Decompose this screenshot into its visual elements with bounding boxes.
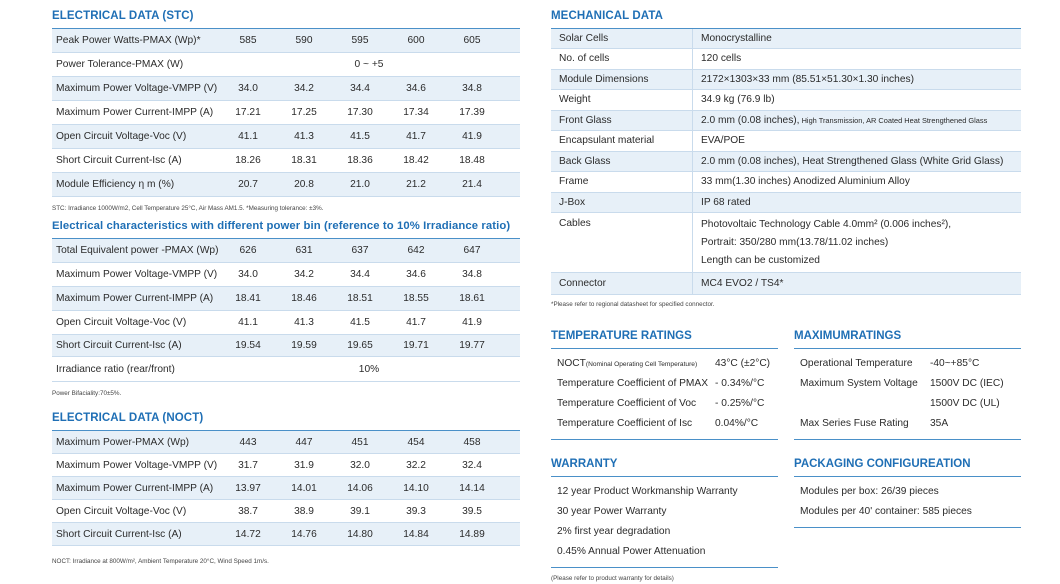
maxr-title: MAXIMUMRATINGS xyxy=(794,330,902,342)
cell-value: 32.0 xyxy=(350,459,370,471)
row-value: 0 ~ +5 xyxy=(354,59,384,70)
table-row xyxy=(52,173,520,197)
cell-value: 41.1 xyxy=(238,317,258,328)
rating-label-text: Operational Temperature xyxy=(800,357,913,369)
cell-value: 32.2 xyxy=(406,459,426,471)
cell-value: 19.65 xyxy=(347,340,373,351)
table-row xyxy=(551,152,1021,173)
row-label: Solar Cells xyxy=(551,29,693,48)
table-row xyxy=(52,287,520,311)
cell-value: 34.2 xyxy=(294,269,314,280)
cell-value: 14.84 xyxy=(403,528,429,540)
cell-value: 451 xyxy=(351,436,369,448)
cell-value: 458 xyxy=(463,436,481,448)
row-value xyxy=(693,115,1021,126)
row-label: Maximum Power Voltage-VMPP (V) xyxy=(56,83,218,94)
row-label: Module Dimensions xyxy=(551,70,693,90)
row-value: 10% xyxy=(358,363,380,375)
cell-value: 14.76 xyxy=(291,528,317,540)
row-label: Maximum Power Voltage-VMPP (V) xyxy=(56,459,218,471)
rating-row xyxy=(794,373,1021,393)
cell-value: 18.31 xyxy=(291,155,317,166)
cell-value: 39.1 xyxy=(350,505,370,517)
list-item: Modules per 40' container: 585 pieces xyxy=(800,505,972,517)
rating-label xyxy=(551,418,715,429)
cell-value: 34.6 xyxy=(406,83,426,94)
rating-label-detail: (Nominal Operating Cell Temperature) xyxy=(585,360,698,368)
rating-label-text: Temperature Coefficient of Isc xyxy=(557,417,693,429)
cell-value: 454 xyxy=(407,436,425,448)
cell-value: 14.72 xyxy=(235,528,261,540)
cell-value: 17.21 xyxy=(235,107,261,118)
row-value xyxy=(693,74,1021,85)
value-main: 2172×1303×33 mm (85.51×51.30×1.30 inches) xyxy=(701,73,914,85)
row-label: Front Glass xyxy=(551,111,693,131)
table-row xyxy=(551,172,1021,193)
table-row xyxy=(52,149,520,173)
stc-note: STC: Irradiance 1000W/m2, Cell Temperature 25°C, Air Mass AM1.5. *Measuring tolerance: ±3%. xyxy=(52,205,324,212)
rating-label xyxy=(794,418,930,429)
row-value xyxy=(693,278,1021,289)
row-value xyxy=(693,135,1021,146)
cell-value: 642 xyxy=(407,245,425,256)
cell-value: 17.25 xyxy=(291,107,317,118)
rating-row xyxy=(794,413,1021,433)
table-row xyxy=(52,101,520,125)
row-value xyxy=(693,156,1021,167)
table-row xyxy=(52,454,520,477)
cell-value: 19.54 xyxy=(235,340,261,351)
row-value xyxy=(693,33,1021,44)
list-item: 0.45% Annual Power Attenuation xyxy=(557,545,706,557)
table-row xyxy=(551,273,1021,295)
row-label: Open Circuit Voltage-Voc (V) xyxy=(56,131,187,142)
row-value xyxy=(693,176,1021,187)
value-main: 34.9 kg (76.9 lb) xyxy=(701,94,775,106)
value-main: MC4 EVO2 / TS4* xyxy=(701,278,784,289)
row-label: Open Circuit Voltage-Voc (V) xyxy=(56,317,187,328)
cell-value: 21.2 xyxy=(406,179,426,190)
table-row xyxy=(52,335,520,357)
row-label: Maximum Power Current-IMPP (A) xyxy=(56,107,214,118)
temp-title: TEMPERATURE RATINGS xyxy=(551,330,692,342)
rating-row xyxy=(794,353,1021,373)
value-detail: High Transmission, AR Coated Heat Strengthened Glass xyxy=(799,115,988,125)
rating-value: -40~+85°C xyxy=(930,357,980,369)
cell-value: 590 xyxy=(295,35,313,46)
mech-table xyxy=(551,29,1021,295)
table-row xyxy=(551,193,1021,214)
cell-value: 32.4 xyxy=(462,459,482,471)
row-label: Module Efficiency η m (%) xyxy=(56,179,175,190)
cell-value: 38.9 xyxy=(294,505,314,517)
table-row xyxy=(551,29,1021,49)
table-row xyxy=(52,53,520,77)
warranty-title: WARRANTY xyxy=(551,458,618,470)
bin-table xyxy=(52,239,520,382)
row-label: Connector xyxy=(551,273,693,294)
table-row xyxy=(52,431,520,454)
cell-value: 41.7 xyxy=(406,317,426,328)
cell-value: 14.89 xyxy=(459,528,485,540)
table-row xyxy=(52,263,520,287)
cell-value: 18.41 xyxy=(235,293,261,304)
cell-value: 18.48 xyxy=(459,155,485,166)
cell-value: 19.59 xyxy=(291,340,317,351)
cell-value: 17.30 xyxy=(347,107,373,118)
table-row xyxy=(551,70,1021,91)
row-label: Cables xyxy=(551,213,693,272)
cell-value: 18.46 xyxy=(291,293,317,304)
rating-value: 1500V DC (IEC) xyxy=(930,377,1004,389)
table-row xyxy=(52,500,520,523)
stc-title: ELECTRICAL DATA (STC) xyxy=(52,10,194,22)
cell-value: 631 xyxy=(295,245,313,256)
cell-value: 19.71 xyxy=(403,340,429,351)
cell-value: 20.8 xyxy=(294,179,314,190)
value-main: IP 68 rated xyxy=(701,196,751,208)
rating-value: 35A xyxy=(930,417,949,429)
cell-value: 34.8 xyxy=(462,269,482,280)
rating-row xyxy=(551,393,778,413)
row-label: Maximum Power Current-IMPP (A) xyxy=(56,482,214,494)
packaging-title: PACKAGING CONFIGUREATION xyxy=(794,458,971,470)
rating-label xyxy=(551,358,715,369)
cell-value: 17.39 xyxy=(459,107,485,118)
cell-value: 41.1 xyxy=(238,131,258,142)
cell-value: 637 xyxy=(351,245,369,256)
value-main: 33 mm(1.30 inches) Anodized Aluminium Alloy xyxy=(701,176,910,188)
rating-label xyxy=(794,358,930,369)
cell-value: 19.77 xyxy=(459,340,485,351)
cell-value: 18.26 xyxy=(235,155,261,166)
row-label: Maximum Power-PMAX (Wp) xyxy=(56,436,190,448)
table-row xyxy=(52,311,520,335)
warranty-note: (Please refer to product warranty for details) xyxy=(551,575,674,582)
rating-label-text: Temperature Coefficient of Voc xyxy=(557,397,697,409)
row-label: Maximum Power Voltage-VMPP (V) xyxy=(56,269,218,280)
rating-row xyxy=(551,373,778,393)
cell-value: 41.3 xyxy=(294,131,314,142)
value-main: Monocrystalline xyxy=(701,33,772,44)
cell-value: 41.3 xyxy=(294,317,314,328)
bin-title: Electrical characteristics with different power bin (reference to 10% Irradiance ratio) xyxy=(52,220,511,232)
cell-value: 595 xyxy=(351,35,369,46)
row-label: Back Glass xyxy=(551,152,693,172)
cell-value: 41.9 xyxy=(462,317,482,328)
value-main: 2.0 mm (0.08 inches), Heat Strengthened Glass (White Grid Glass) xyxy=(701,155,1004,167)
rating-label-text: NOCT xyxy=(557,357,586,369)
rating-value: 43°C (±2°C) xyxy=(715,357,771,369)
list-item: 2% first year degradation xyxy=(557,525,671,537)
row-value xyxy=(693,216,1021,270)
cell-value: 41.9 xyxy=(462,131,482,142)
table-row xyxy=(52,357,520,382)
rating-value: 0.04%/°C xyxy=(715,417,759,429)
row-label: No. of cells xyxy=(551,49,693,69)
table-row xyxy=(551,213,1021,273)
row-label: Total Equivalent power -PMAX (Wp) xyxy=(56,245,219,256)
list-item: 12 year Product Workmanship Warranty xyxy=(557,485,738,497)
table-row xyxy=(551,111,1021,132)
value-main: 2.0 mm (0.08 inches), xyxy=(701,114,800,126)
table-row xyxy=(551,49,1021,70)
cell-value: 34.4 xyxy=(350,269,370,280)
cell-value: 18.55 xyxy=(403,293,429,304)
cell-value: 34.8 xyxy=(462,83,482,94)
value-line: Length can be customized xyxy=(701,254,820,266)
row-label: Weight xyxy=(551,90,693,110)
row-value xyxy=(693,53,1021,64)
cell-value: 20.7 xyxy=(238,179,258,190)
cell-value: 17.34 xyxy=(403,107,429,118)
table-row xyxy=(52,77,520,101)
cell-value: 31.7 xyxy=(238,459,258,471)
cell-value: 18.61 xyxy=(459,293,485,304)
table-row xyxy=(551,131,1021,152)
noct-table xyxy=(52,431,520,546)
row-label: Frame xyxy=(551,172,693,192)
cell-value: 34.6 xyxy=(406,269,426,280)
row-label: Power Tolerance-PMAX (W) xyxy=(56,59,184,70)
table-row xyxy=(551,90,1021,111)
cell-value: 39.3 xyxy=(406,505,426,517)
table-row xyxy=(52,523,520,546)
cell-value: 34.4 xyxy=(350,83,370,94)
row-label: Short Circuit Current-Isc (A) xyxy=(56,528,182,540)
cell-value: 14.80 xyxy=(347,528,373,540)
cell-value: 647 xyxy=(463,245,481,256)
row-label: J-Box xyxy=(551,193,693,213)
rating-label xyxy=(794,378,930,389)
bin-note: Power Bifaciality:70±5%. xyxy=(52,390,122,397)
cell-value: 21.0 xyxy=(350,179,370,190)
row-label: Short Circuit Current-Isc (A) xyxy=(56,340,182,351)
value-line: Photovoltaic Technology Cable 4.0mm² (0.006 inches²), xyxy=(701,218,952,230)
value-line: Portrait: 350/280 mm(13.78/11.02 inches) xyxy=(701,236,889,248)
cell-value: 41.7 xyxy=(406,131,426,142)
cell-value: 38.7 xyxy=(238,505,258,517)
row-label: Irradiance ratio (rear/front) xyxy=(56,363,175,375)
cell-value: 34.2 xyxy=(294,83,314,94)
rating-label-text: Max Series Fuse Rating xyxy=(800,417,909,429)
cell-value: 18.36 xyxy=(347,155,373,166)
cell-value: 14.10 xyxy=(403,482,429,494)
rating-label xyxy=(551,378,715,389)
value-main: EVA/POE xyxy=(701,135,745,147)
row-label: Maximum Power Current-IMPP (A) xyxy=(56,293,214,304)
cell-value: 21.4 xyxy=(462,179,482,190)
maxr-table xyxy=(794,349,1021,433)
cell-value: 605 xyxy=(463,35,481,46)
cell-value: 34.0 xyxy=(238,269,258,280)
table-row xyxy=(52,239,520,263)
cell-value: 600 xyxy=(407,35,425,46)
noct-note: NOCT: Irradiance at 800W/m², Ambient Temperature 20°C, Wind Speed 1m/s. xyxy=(52,558,269,565)
mech-title: MECHANICAL DATA xyxy=(551,10,664,22)
rating-label-text: Temperature Coefficient of PMAX xyxy=(557,377,708,389)
stc-table xyxy=(52,29,520,197)
rating-row xyxy=(551,353,778,373)
table-row xyxy=(52,29,520,53)
cell-value: 443 xyxy=(239,436,257,448)
cell-value: 447 xyxy=(295,436,313,448)
cell-value: 14.14 xyxy=(459,482,485,494)
cell-value: 585 xyxy=(239,35,257,46)
row-label: Peak Power Watts-PMAX (Wp)* xyxy=(56,35,201,46)
row-value xyxy=(693,94,1021,105)
row-value xyxy=(693,197,1021,208)
packaging-list xyxy=(794,477,1021,521)
cell-value: 39.5 xyxy=(462,505,482,517)
list-item: Modules per box: 26/39 pieces xyxy=(800,485,939,497)
value-main: 120 cells xyxy=(701,53,742,65)
mech-note: *Please refer to regional datasheet for specified connector. xyxy=(551,301,715,308)
table-row xyxy=(52,125,520,149)
cell-value: 31.9 xyxy=(294,459,314,471)
table-row xyxy=(52,477,520,500)
cell-value: 14.01 xyxy=(291,482,317,494)
temp-table xyxy=(551,349,778,433)
rating-label-text: Maximum System Voltage xyxy=(800,377,918,389)
cell-value: 626 xyxy=(239,245,257,256)
rating-row xyxy=(551,413,778,433)
rating-row xyxy=(794,393,1021,413)
cell-value: 18.42 xyxy=(403,155,429,166)
rating-value: - 0.34%/°C xyxy=(715,377,765,389)
cell-value: 41.5 xyxy=(350,131,370,142)
rating-value: - 0.25%/°C xyxy=(715,397,765,409)
cell-value: 34.0 xyxy=(238,83,258,94)
cell-value: 18.51 xyxy=(347,293,373,304)
rating-value: 1500V DC (UL) xyxy=(930,397,1000,409)
row-label: Encapsulant material xyxy=(551,131,693,151)
cell-value: 41.5 xyxy=(350,317,370,328)
cell-value: 13.97 xyxy=(235,482,261,494)
noct-title: ELECTRICAL DATA (NOCT) xyxy=(52,412,204,424)
row-label: Short Circuit Current-Isc (A) xyxy=(56,155,182,166)
warranty-list xyxy=(551,477,778,561)
cell-value: 14.06 xyxy=(347,482,373,494)
row-label: Open Circuit Voltage-Voc (V) xyxy=(56,505,187,517)
list-item: 30 year Power Warranty xyxy=(557,505,667,517)
rating-label xyxy=(551,398,715,409)
